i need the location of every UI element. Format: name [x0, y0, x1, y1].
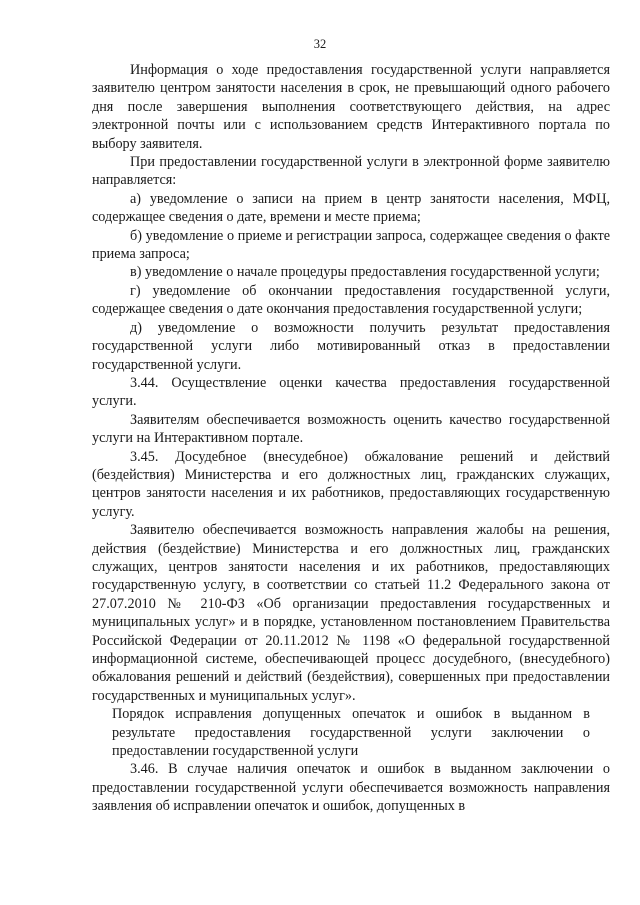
list-item-a: а) уведомление о записи на прием в центр занятости населения, МФЦ, содержащее сведения о дате, времени и месте приема;	[92, 190, 610, 226]
paragraph-quality-assessment: Заявителям обеспечивается возможность оценить качество государственной услуги на Интерактивном портале.	[92, 411, 610, 447]
section-heading: Порядок исправления допущенных опечаток и ошибок в выданном в результате предоставления государственной услуги заключении о предоставлении государственной услуги	[112, 706, 590, 760]
paragraph-3-46: 3.46. В случае наличия опечаток и ошибок в выданном заключении о предоставлении государственной услуги обеспечивается возможность направления заявления об исправлении опечаток и ошибок, допущенных в	[92, 761, 610, 815]
list-item-g: г) уведомление об окончании предоставления государственной услуги, содержащее сведения о дате окончания предоставления государственной услуги;	[92, 282, 610, 318]
paragraph-complaint: Заявителю обеспечивается возможность направления жалобы на решения, действия (бездействие) Министерства и его должностных лиц, гражданских служащих, центров занятости населения и их работников, предоставляющих государственную услугу, в соответствии со статьей 11.2 Федерального закона от 27.07.2010 № 210-ФЗ «Об организации предоставления государственных и муниципальных услуг» и в порядке, установленном постановлением Правительства Российской Федерации от 20.11.2012 № 1198 «О федеральной государственной информационной системе, обеспечивающей процесс досудебного, (внесудебного) обжалования решений и действий (бездействия), совершенных при предоставлении государственных и муниципальных услуг».	[92, 522, 610, 704]
list-item-b: б) уведомление о приеме и регистрации запроса, содержащее сведения о факте приема запроса;	[92, 227, 610, 263]
paragraph-electronic-form: При предоставлении государственной услуги в электронной форме заявителю направляется:	[92, 154, 610, 189]
paragraph-info-progress: Информация о ходе предоставления государственной услуги направляется заявителю центром занятости населения в срок, не превышающий одного рабочего дня после завершения выполнения соответствующего действия, на адрес электронной почты или с использованием средств Интерактивного портала по выбору заявителя.	[92, 62, 610, 152]
paragraph-3-44: 3.44. Осуществление оценки качества предоставления государственной услуги.	[92, 374, 610, 410]
document-body	[92, 61, 610, 816]
list-item-v: в) уведомление о начале процедуры предоставления государственной услуги;	[130, 264, 600, 281]
list-item-d: д) уведомление о возможности получить результат предоставления государственной услуги либо мотивированный отказ в предоставлении государственной услуги.	[92, 319, 610, 373]
page-number: 32	[313, 37, 327, 51]
paragraph-3-45: 3.45. Досудебное (внесудебное) обжалование решений и действий (бездействия) Министерства и его должностных лиц, гражданских служащих, центров занятости населения и их работников, предоставляющих государственную услугу.	[92, 448, 610, 520]
